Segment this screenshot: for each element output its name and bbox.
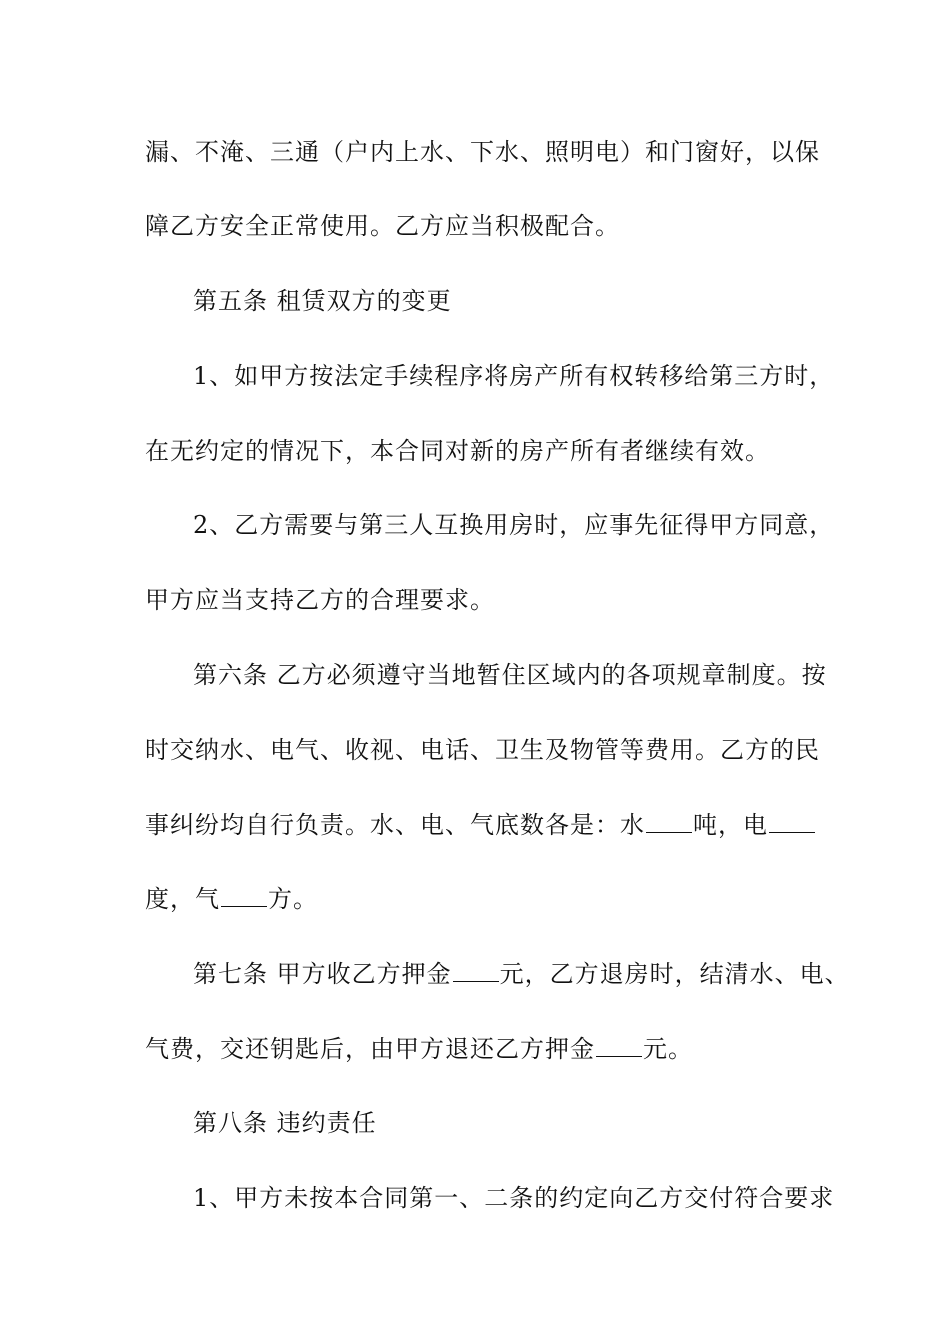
text-line-10 bbox=[145, 810, 816, 840]
line-11-text-a: 度，气 bbox=[145, 885, 220, 913]
line-10-text-b: 吨，电 bbox=[693, 811, 768, 839]
article-7-line bbox=[193, 959, 850, 989]
text-line-9: 时交纳水、电气、收视、电话、卫生及物管等费用。乙方的民 bbox=[145, 736, 820, 764]
line-12-text-a: 第七条 甲方收乙方押金 bbox=[193, 960, 452, 988]
line-12-text-b: 元，乙方退房时，结清水、电、 bbox=[499, 960, 850, 988]
text-line-2: 障乙方安全正常使用。乙方应当积极配合。 bbox=[145, 212, 620, 240]
electric-reading-blank bbox=[769, 812, 815, 833]
text-line-1: 漏、不淹、三通（户内上水、下水、照明电）和门窗好，以保 bbox=[145, 138, 820, 166]
text-line-4: 1、如甲方按法定手续程序将房产所有权转移给第三方时， bbox=[193, 362, 835, 390]
article-8-heading: 第八条 违约责任 bbox=[193, 1109, 377, 1137]
text-line-13 bbox=[145, 1034, 693, 1064]
text-line-15: 1、甲方未按本合同第一、二条的约定向乙方交付符合要求 bbox=[193, 1184, 835, 1212]
water-reading-blank bbox=[646, 812, 692, 833]
text-line-7: 甲方应当支持乙方的合理要求。 bbox=[145, 586, 495, 614]
gas-reading-blank bbox=[221, 886, 267, 907]
text-line-6: 2、乙方需要与第三人互换用房时，应事先征得甲方同意， bbox=[193, 511, 835, 539]
article-6-line: 第六条 乙方必须遵守当地暂住区域内的各项规章制度。按 bbox=[193, 661, 827, 689]
deposit-amount-blank bbox=[453, 961, 499, 982]
text-line-5: 在无约定的情况下，本合同对新的房产所有者继续有效。 bbox=[145, 437, 770, 465]
line-13-text-b: 元。 bbox=[643, 1035, 693, 1063]
line-11-text-b: 方。 bbox=[268, 885, 318, 913]
article-5-heading: 第五条 租赁双方的变更 bbox=[193, 287, 452, 315]
text-line-11 bbox=[145, 884, 318, 914]
line-13-text-a: 气费，交还钥匙后，由甲方退还乙方押金 bbox=[145, 1035, 595, 1063]
refund-amount-blank bbox=[596, 1036, 642, 1057]
line-10-text-a: 事纠纷均自行负责。水、电、气底数各是：水 bbox=[145, 811, 645, 839]
